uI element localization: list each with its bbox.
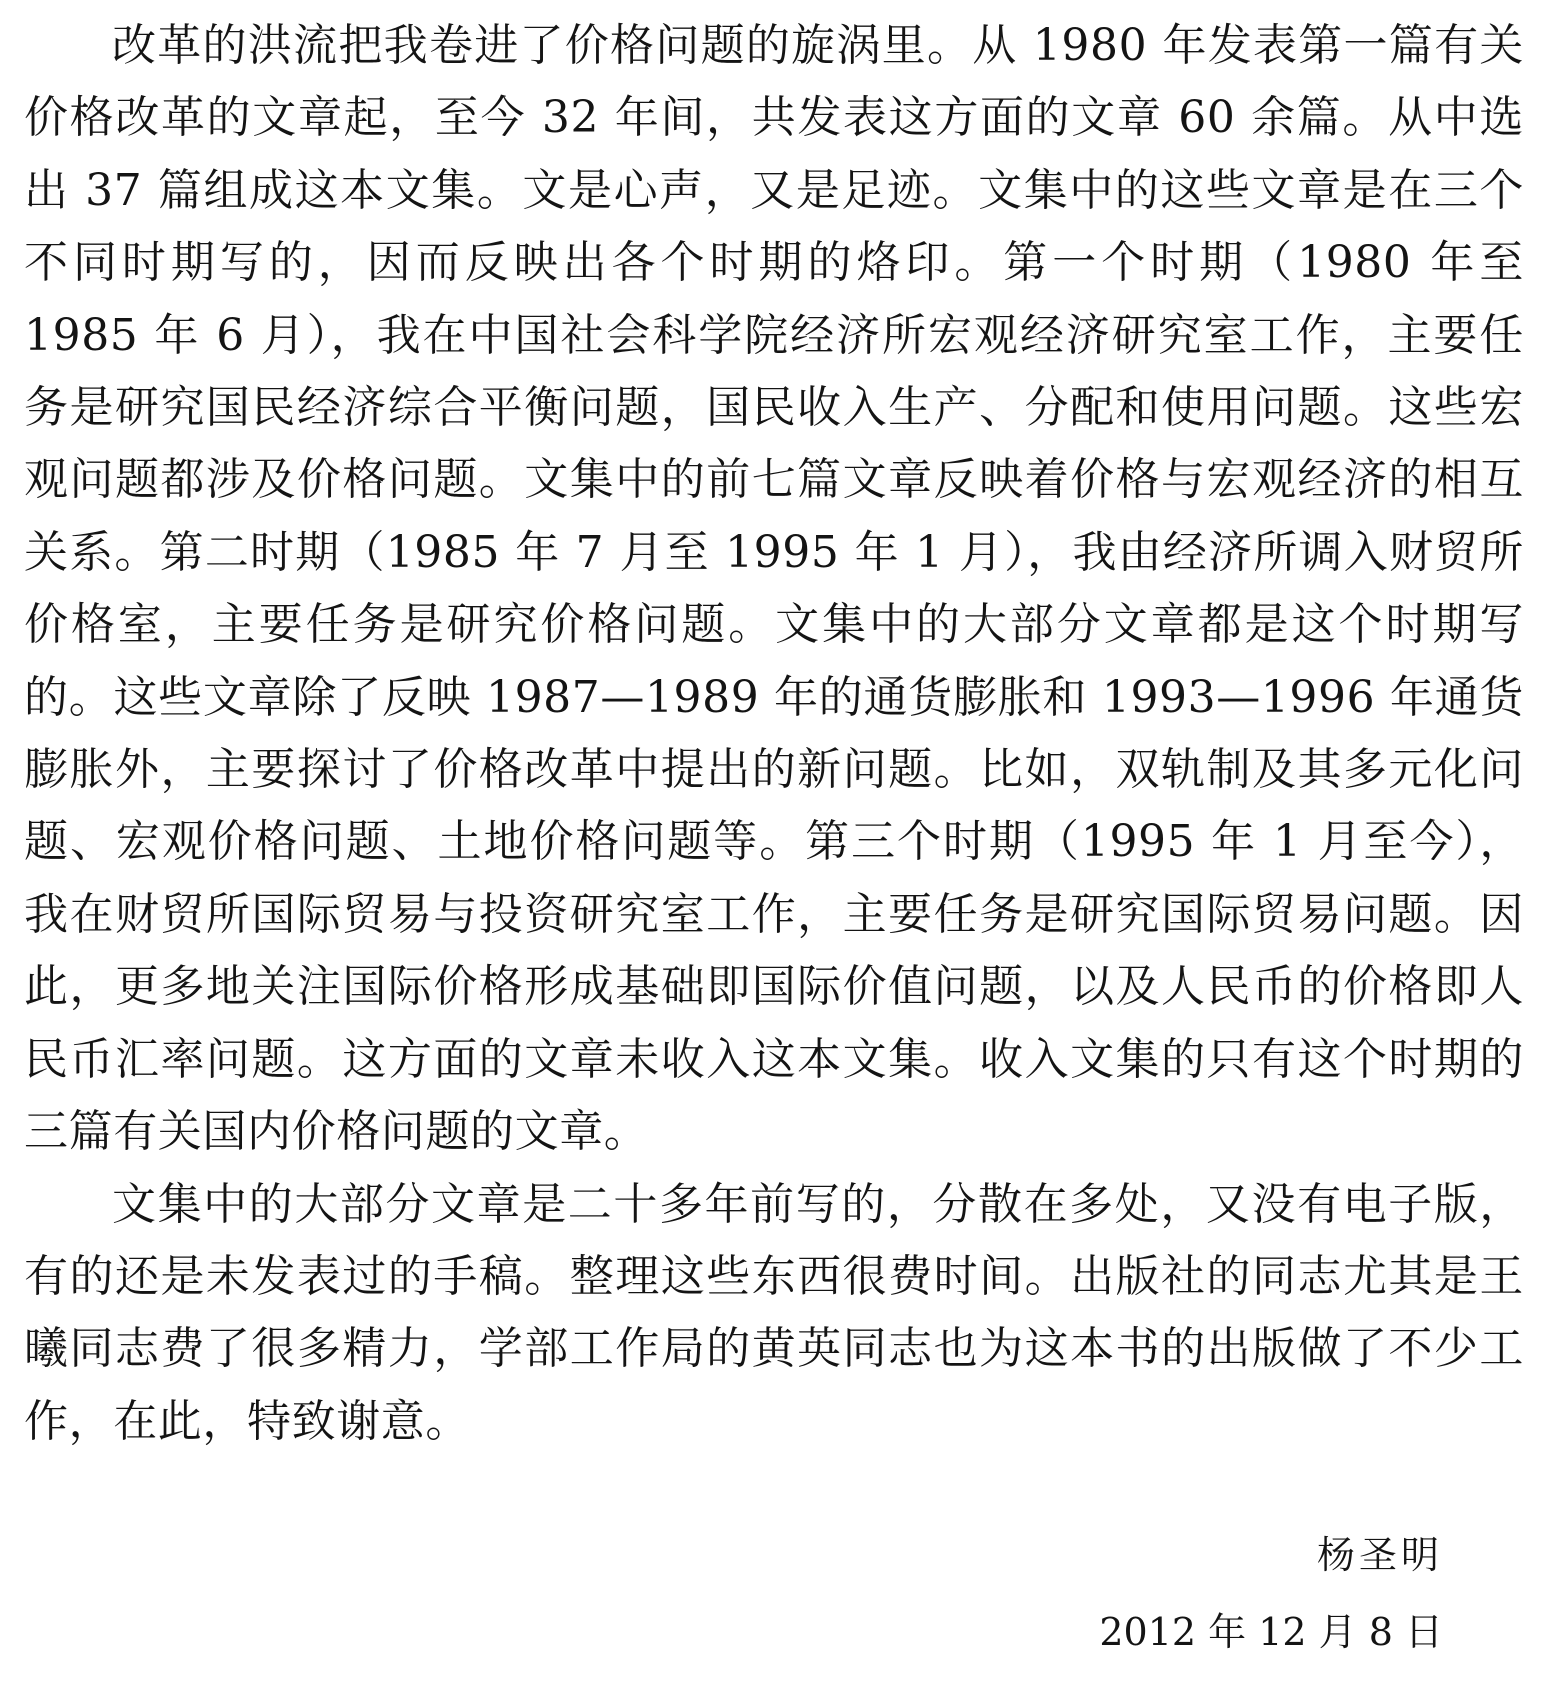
- body-text: [24, 10, 1524, 1458]
- signature-date: 2012 年 12 月 8 日: [1099, 1610, 1443, 1654]
- paragraph: 文集中的大部分文章是二十多年前写的，分散在多处，又没有电子版，有的还是未发表过的手稿。整理这些东西很费时间。出版社的同志尤其是王曦同志费了很多精力，学部工作局的黄英同志也为这本书的出版做了不少工作，在此，特致谢意。: [24, 1178, 1524, 1447]
- paragraph: 改革的洪流把我卷进了价格问题的旋涡里。从 1980 年发表第一篇有关价格改革的文章起，至今 32 年间，共发表这方面的文章 60 余篇。从中选出 37 篇组成这本文集。文是心声，又是足迹。文集中的这些文章是在三个不同时期写的，因而反映出各个时期的烙印。第一个时期（1980 年至 1985 年 6 月），我在中国社会科学院经济所宏观经济研究室工作，主要任务是研究国民经济综合平衡问题，国民收入生产、分配和使用问题。这些宏观问题都涉及价格问题。文集中的前七篇文章反映着价格与宏观经济的相互关系。第二时期（1985 年 7 月至 1995 年 1 月），我由经济所调入财贸所价格室，主要任务是研究价格问题。文集中的大部分文章都是这个时期写的。这些文章除了反映 1987—1989 年的通货膨胀和 1993—1996 年通货膨胀外，主要探讨了价格改革中提出的新问题。比如，双轨制及其多元化问题、宏观价格问题、土地价格问题等。第三个时期（1995 年 1 月至今），我在财贸所国际贸易与投资研究室工作，主要任务是研究国际贸易问题。因此，更多地关注国际价格形成基础即国际价值问题，以及人民币的价格即人民币汇率问题。这方面的文章未收入这本文集。收入文集的只有这个时期的三篇有关国内价格问题的文章。: [24, 20, 1524, 1158]
- author-signature: 杨圣明: [1316, 1533, 1443, 1577]
